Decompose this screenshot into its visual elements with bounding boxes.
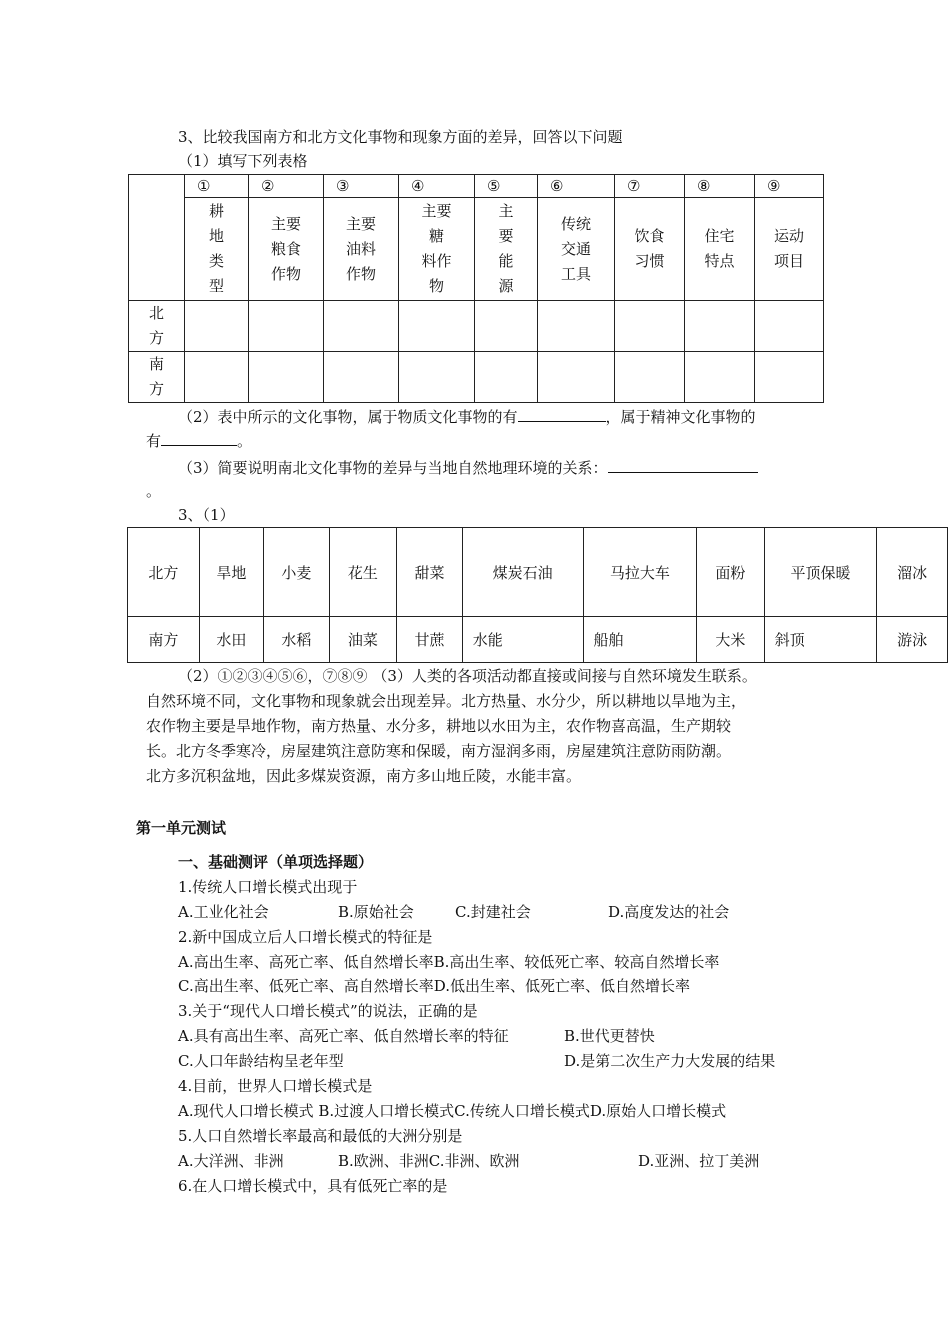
table-row-south	[129, 352, 824, 403]
header-line: 作物	[270, 264, 301, 283]
question-3-sub2	[178, 405, 756, 428]
blank-cell[interactable]	[685, 301, 755, 352]
blank-cell[interactable]	[249, 301, 324, 352]
question-3: 3.关于“现代人口增长模式”的说法，正确的是	[178, 1002, 478, 1020]
sub2-text-c: 有	[146, 432, 162, 450]
blank-cell[interactable]	[755, 352, 824, 403]
q3-option-d[interactable]: D.是第二次生产力大发展的结果	[564, 1052, 776, 1070]
q5-option-d[interactable]: D.亚洲、拉丁美洲	[638, 1152, 760, 1170]
answer-cell: 甘蔗	[397, 617, 463, 663]
question-2: 2.新中国成立后人口增长模式的特征是	[178, 928, 433, 946]
col-number: ⑥	[538, 175, 615, 198]
row-label-south	[129, 352, 185, 403]
header-line: 料作	[421, 252, 452, 270]
blank-cell[interactable]	[185, 352, 249, 403]
header-line: 特点	[704, 252, 735, 270]
header-line: 主	[498, 202, 514, 220]
row-label-line: 方	[148, 380, 164, 398]
sub2-text-d: 。	[237, 432, 253, 450]
header-cell	[538, 198, 615, 301]
header-line: 主要	[270, 214, 301, 233]
question-5: 5.人口自然增长率最高和最低的大洲分别是	[178, 1127, 463, 1145]
header-line: 能	[498, 252, 514, 270]
blank-cell[interactable]	[399, 301, 475, 352]
col-number: ①	[185, 175, 249, 198]
answer-blank[interactable]	[161, 429, 237, 446]
q3-option-a[interactable]: A.具有高出生率、高死亡率、低自然增长率的特征	[178, 1027, 509, 1045]
answer-cell: 游泳	[877, 617, 948, 663]
answer-line: 北方多沉积盆地，因此多煤炭资源，南方多山地丘陵，水能丰富。	[146, 767, 582, 785]
answer-label: 3、（1）	[178, 506, 235, 524]
answer-table	[127, 527, 948, 663]
header-line: 住宅	[704, 227, 735, 245]
row-label-line: 南	[148, 355, 164, 373]
header-line: 耕	[208, 202, 224, 220]
answer-cell: 平顶保暖	[764, 528, 877, 617]
blank-cell[interactable]	[538, 352, 615, 403]
table-number-row	[129, 175, 824, 198]
fill-in-table	[128, 174, 824, 403]
q1-option-c[interactable]: C.封建社会	[455, 903, 531, 921]
header-line: 运动	[773, 227, 804, 245]
header-line: 类	[208, 252, 224, 270]
q2-options-line1[interactable]: A.高出生率、高死亡率、低自然增长率B.高出生率、较低死亡率、较高自然增长率	[178, 953, 720, 971]
blank-cell[interactable]	[399, 352, 475, 403]
sub3-end: 。	[146, 482, 162, 500]
header-line: 地	[208, 227, 224, 245]
answer-cell: 水田	[199, 617, 263, 663]
header-line: 主要	[421, 202, 452, 220]
blank-cell[interactable]	[249, 352, 324, 403]
header-line: 交通	[560, 239, 591, 258]
row-label-north	[129, 301, 185, 352]
header-cell	[399, 198, 475, 301]
answer-cell: 甜菜	[397, 528, 463, 617]
header-line: 主要	[345, 214, 376, 233]
answer-line: 农作物主要是旱地作物，南方热量、水分多，耕地以水田为主，农作物喜高温，生产期较	[146, 717, 732, 735]
question-3-sub3	[178, 456, 758, 479]
q3-option-c[interactable]: C.人口年龄结构呈老年型	[178, 1052, 344, 1070]
question-3-sub2-cont	[146, 429, 252, 452]
col-number: ⑦	[615, 175, 685, 198]
blank-cell[interactable]	[324, 301, 399, 352]
answer-cell: 南方	[128, 617, 200, 663]
corner-cell	[129, 175, 185, 301]
q1-option-b[interactable]: B.原始社会	[338, 903, 414, 921]
answer-cell: 大米	[697, 617, 765, 663]
header-line: 饮食	[634, 227, 665, 245]
col-number: ⑧	[685, 175, 755, 198]
header-line: 粮食	[270, 239, 301, 258]
answer-cell: 溜冰	[877, 528, 948, 617]
sub2-text-b: ，属于精神文化事物的	[605, 408, 756, 426]
header-cell	[615, 198, 685, 301]
sub2-text-a: （2）表中所示的文化事物，属于物质文化事物的有	[178, 408, 518, 426]
header-line: 工具	[560, 264, 591, 283]
q1-option-d[interactable]: D.高度发达的社会	[608, 903, 730, 921]
blank-cell[interactable]	[475, 352, 538, 403]
q1-option-a[interactable]: A.工业化社会	[178, 903, 269, 921]
col-number: ⑤	[475, 175, 538, 198]
answer-cell: 小麦	[264, 528, 330, 617]
table-row-north	[129, 301, 824, 352]
header-line: 糖	[428, 227, 444, 245]
header-cell	[249, 198, 324, 301]
answer-blank[interactable]	[518, 405, 606, 422]
col-number: ③	[324, 175, 399, 198]
q5-option-bc[interactable]: B.欧洲、非洲C.非洲、欧洲	[338, 1152, 520, 1170]
q3-option-b[interactable]: B.世代更替快	[564, 1027, 655, 1045]
header-line: 要	[498, 227, 514, 245]
col-number: ⑨	[755, 175, 824, 198]
blank-cell[interactable]	[615, 301, 685, 352]
header-line: 型	[208, 277, 224, 295]
table-header-row	[129, 198, 824, 301]
answer-cell: 煤炭石油	[462, 528, 583, 617]
question-4: 4.目前，世界人口增长模式是	[178, 1077, 373, 1095]
q5-option-a[interactable]: A.大洋洲、非洲	[178, 1152, 284, 1170]
blank-cell[interactable]	[185, 301, 249, 352]
question-3-sub1: （1）填写下列表格	[178, 152, 308, 170]
unit-title: 第一单元测试	[136, 819, 227, 837]
blank-cell[interactable]	[538, 301, 615, 352]
answer-cell: 斜顶	[764, 617, 877, 663]
blank-cell[interactable]	[475, 301, 538, 352]
answer-cell: 旱地	[199, 528, 263, 617]
answer-line: （2）①②③④⑤⑥，⑦⑧⑨ （3）人类的各项活动都直接或间接与自然环境发生联系。	[178, 667, 757, 685]
header-line: 物	[428, 277, 444, 295]
header-line: 传统	[560, 214, 591, 233]
answer-row-north	[128, 528, 948, 617]
header-cell	[185, 198, 249, 301]
q2-options-line2[interactable]: C.高出生率、低死亡率、高自然增长率D.低出生率、低死亡率、低自然增长率	[178, 977, 690, 995]
header-line: 习惯	[634, 252, 665, 270]
header-cell	[685, 198, 755, 301]
header-cell	[324, 198, 399, 301]
blank-cell[interactable]	[324, 352, 399, 403]
row-label-line: 北	[148, 304, 164, 322]
blank-cell[interactable]	[685, 352, 755, 403]
answer-cell: 马拉大车	[583, 528, 697, 617]
col-number: ②	[249, 175, 324, 198]
answer-cell: 北方	[128, 528, 200, 617]
q4-options[interactable]: A.现代人口增长模式 B.过渡人口增长模式C.传统人口增长模式D.原始人口增长模式	[178, 1102, 727, 1120]
answer-line: 长。北方冬季寒冷，房屋建筑注意防寒和保暖，南方湿润多雨，房屋建筑注意防雨防潮。	[146, 742, 732, 760]
answer-blank[interactable]	[608, 456, 758, 473]
question-3-title: 3、比较我国南方和北方文化事物和现象方面的差异，回答以下问题	[178, 128, 623, 146]
answer-cell: 面粉	[697, 528, 765, 617]
col-number: ④	[399, 175, 475, 198]
answer-line: 自然环境不同，文化事物和现象就会出现差异。北方热量、水分少，所以耕地以旱地为主，	[146, 692, 747, 710]
question-6: 6.在人口增长模式中，具有低死亡率的是	[178, 1177, 448, 1195]
answer-cell: 花生	[329, 528, 397, 617]
answer-cell: 水能	[462, 617, 583, 663]
header-line: 油料	[345, 239, 376, 258]
answer-cell: 船舶	[583, 617, 697, 663]
header-cell	[755, 198, 824, 301]
row-label-line: 方	[148, 329, 164, 347]
header-line: 源	[498, 277, 514, 295]
header-line: 作物	[345, 264, 376, 283]
answer-cell: 油菜	[329, 617, 397, 663]
answer-row-south	[128, 617, 948, 663]
header-line: 项目	[773, 252, 804, 270]
blank-cell[interactable]	[755, 301, 824, 352]
question-1: 1.传统人口增长模式出现于	[178, 878, 358, 896]
section-title: 一、基础测评（单项选择题）	[178, 853, 374, 871]
header-cell	[475, 198, 538, 301]
blank-cell[interactable]	[615, 352, 685, 403]
sub3-text: （3）简要说明南北文化事物的差异与当地自然地理环境的关系：	[178, 459, 608, 477]
answer-cell: 水稻	[264, 617, 330, 663]
